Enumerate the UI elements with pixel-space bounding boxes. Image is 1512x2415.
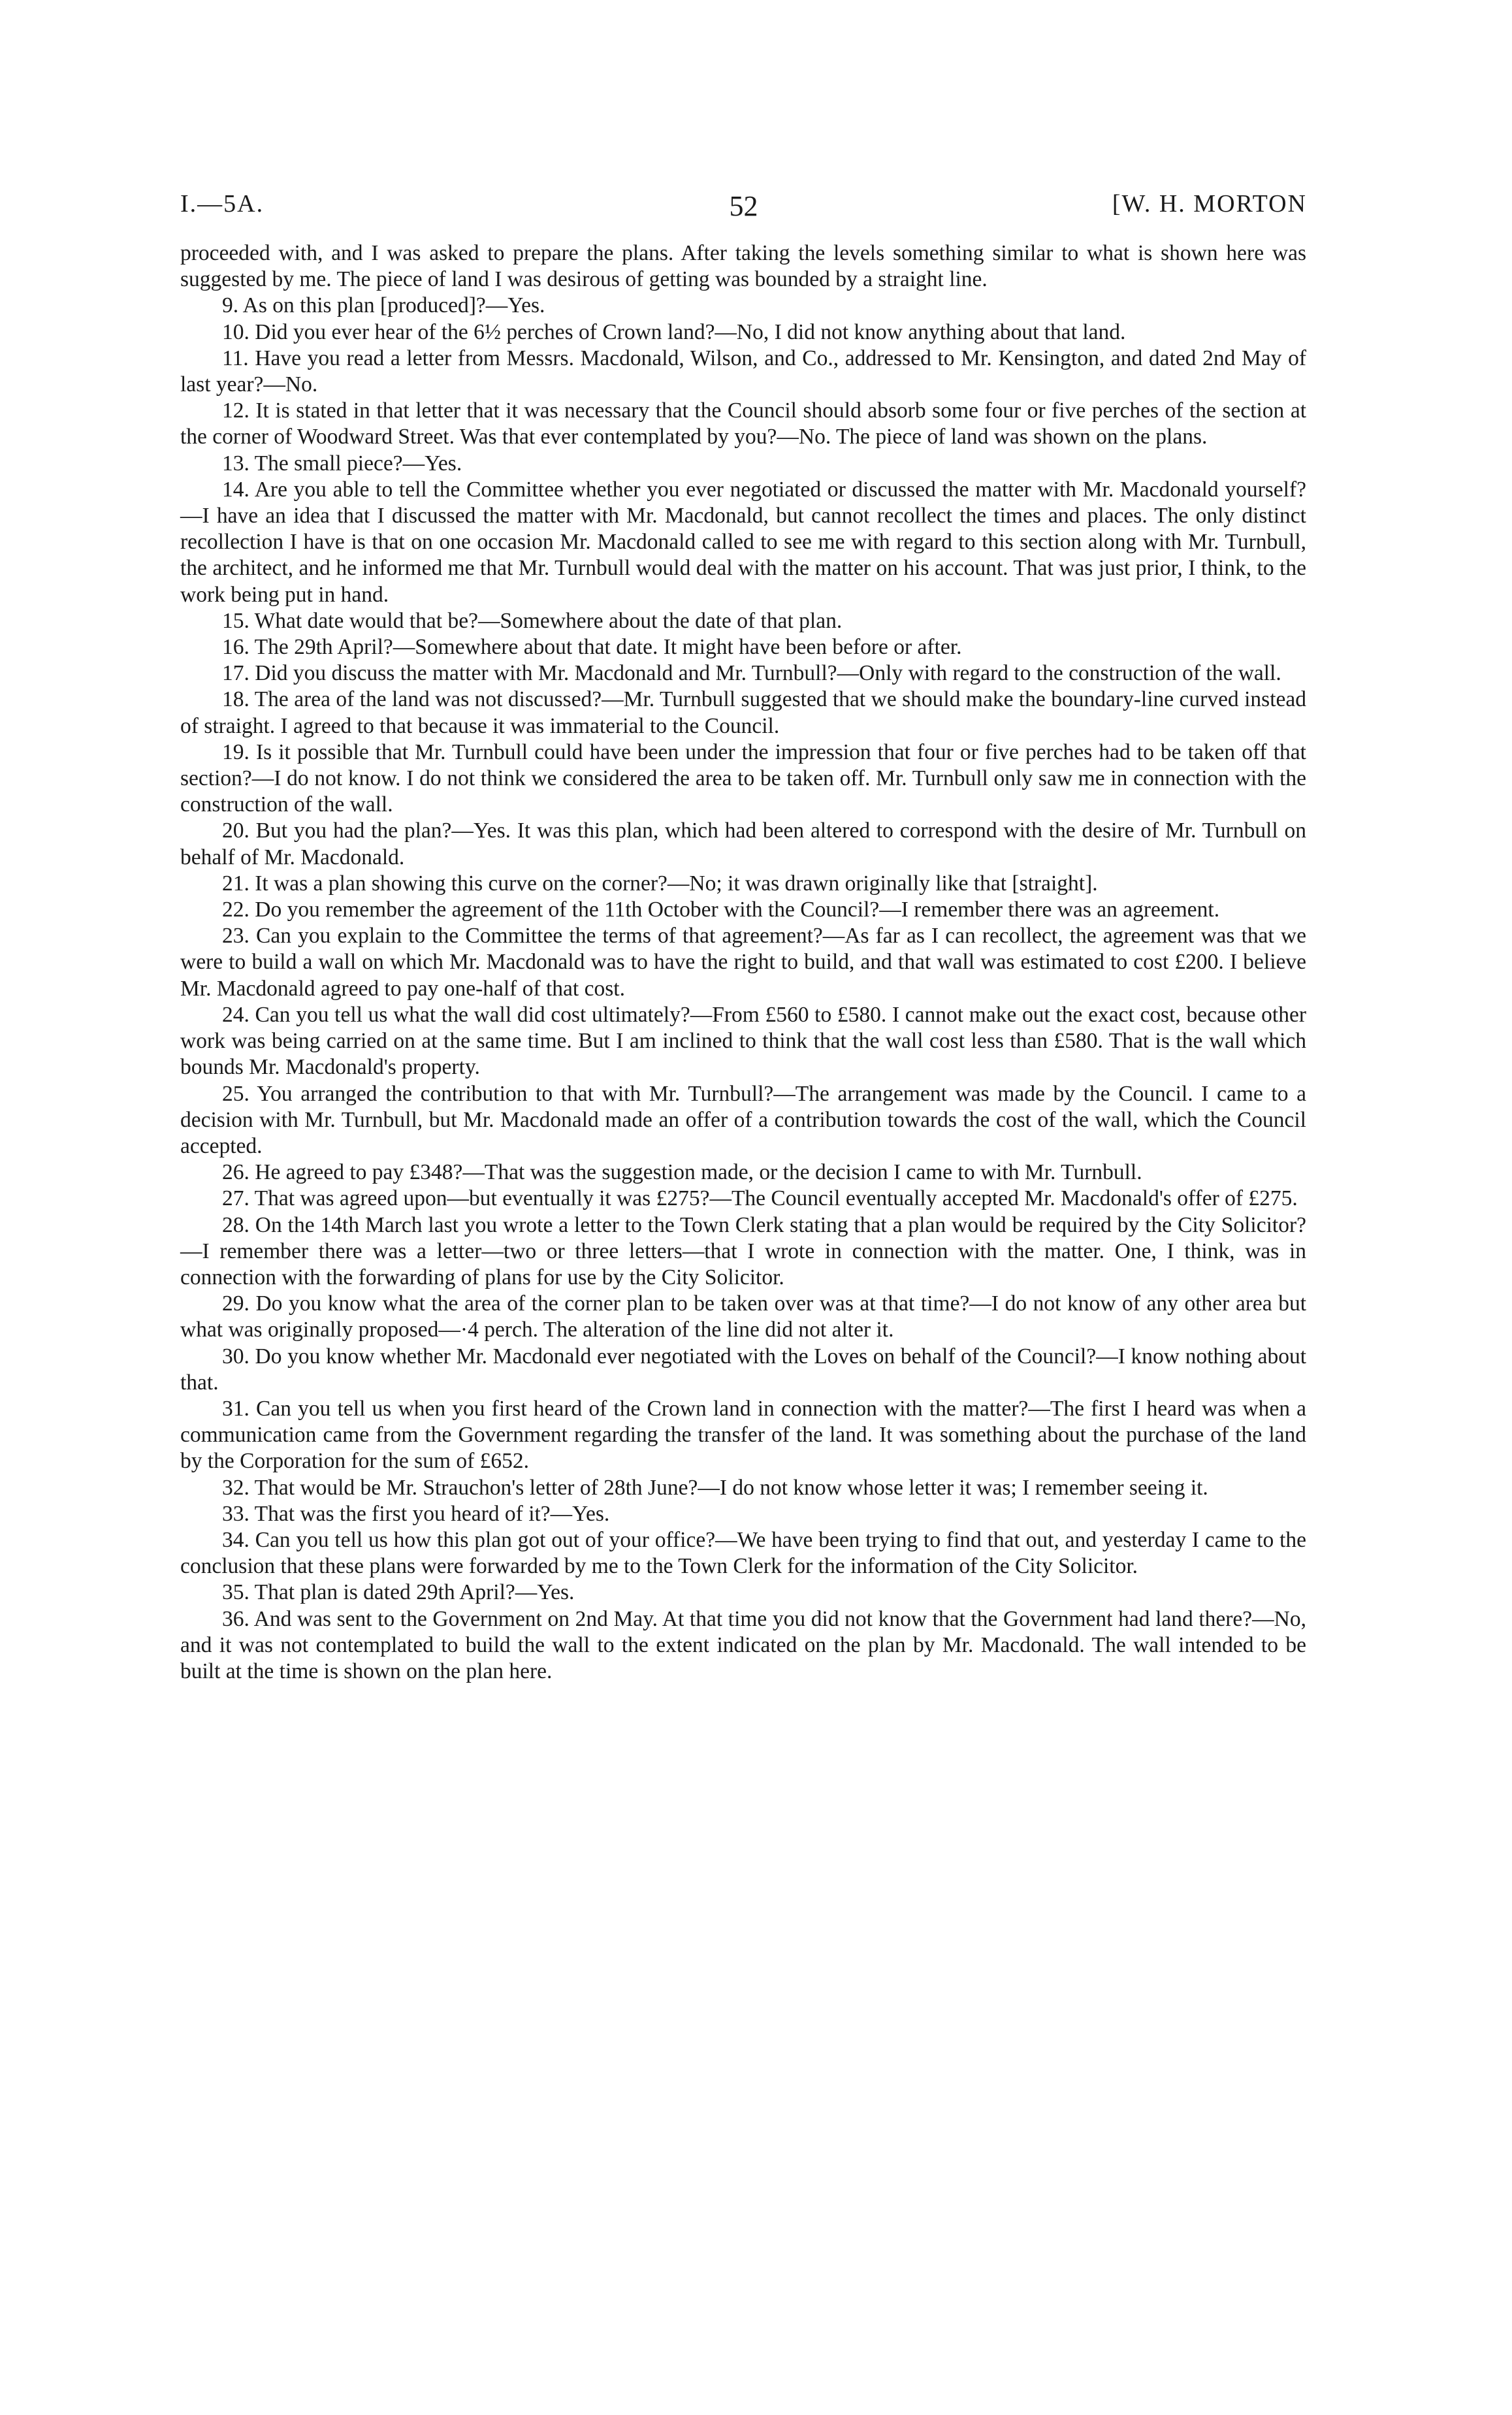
paper-reference: I.—5A. (180, 190, 265, 218)
question-answer-paragraph: 36. And was sent to the Government on 2nd May. At that time you did not know that the Government had land there?—No, and it was not contemplated to build the wall to the extent indicated on the plan by Mr. Macdonald. The wall intended to be built at the time is shown on the plan here. (180, 1606, 1306, 1683)
question-answer-paragraph: 9. As on this plan [produced]?—Yes. (222, 293, 545, 318)
question-answer-paragraph: 32. That would be Mr. Strauchon's letter of 28th June?—I do not know whose letter it was; I remember seeing it. (222, 1475, 1208, 1500)
question-answer-paragraph: 29. Do you know what the area of the corner plan to be taken over was at that time?—I do not know of any other area but what was originally proposed—·4 perch. The alteration of the line did not alter it. (180, 1291, 1306, 1342)
question-answer-paragraph: 23. Can you explain to the Committee the terms of that agreement?—As far as I can recollect, the agreement was that we were to build a wall on which Mr. Macdonald was to have the right to build, and that wall was estimated to cost £200. I believe Mr. Macdonald agreed to pay one-half of that cost. (180, 924, 1306, 1001)
question-answer-paragraph: 34. Can you tell us how this plan got out of your office?—We have been trying to find that out, and yesterday I came to the conclusion that these plans were forwarded by me to the Town Clerk for the information of the City Solicitor. (180, 1527, 1306, 1579)
witness-name: [W. H. MORTON (1112, 190, 1307, 218)
page-header (180, 189, 1307, 229)
question-answer-paragraph: 27. That was agreed upon—but eventually it was £275?—The Council eventually accepted Mr. Macdonald's offer of £275. (222, 1186, 1298, 1211)
question-answer-paragraph: 24. Can you tell us what the wall did cost ultimately?—From £560 to £580. I cannot make out the exact cost, because other work was being carried on at the same time. But I am inclined to think that the wall cost less than £580. That is the wall which bounds Mr. Macdonald's property. (180, 1002, 1306, 1080)
question-answer-paragraph: 13. The small piece?—Yes. (222, 451, 462, 476)
continued-paragraph: proceeded with, and I was asked to prepare the plans. After taking the levels something similar to what is shown here was suggested by me. The piece of land I was desirous of getting was bounded by a straight line. (180, 241, 1306, 292)
question-answer-paragraph: 17. Did you discuss the matter with Mr. Macdonald and Mr. Turnbull?—Only with regard to the construction of the wall. (222, 661, 1281, 686)
question-answer-paragraph: 26. He agreed to pay £348?—That was the suggestion made, or the decision I came to with Mr. Turnbull. (222, 1160, 1142, 1185)
question-answer-paragraph: 14. Are you able to tell the Committee whether you ever negotiated or discussed the matter with Mr. Macdonald yourself?—I have an idea that I discussed the matter with Mr. Macdonald, but cannot recollect the times and places. The only distinct recollection I have is that on one occasion Mr. Macdonald called to see me with regard to this section along with Mr. Turnbull, the architect, and he informed me that Mr. Turnbull would deal with the matter on his account. That was just prior, I think, to the work being put in hand. (180, 477, 1306, 607)
question-answer-paragraph: 10. Did you ever hear of the 6½ perches of Crown land?—No, I did not know anything about that land. (222, 319, 1126, 344)
question-answer-paragraph: 20. But you had the plan?—Yes. It was this plan, which had been altered to correspond with the desire of Mr. Turnbull on behalf of Mr. Macdonald. (180, 819, 1306, 869)
question-answer-paragraph: 11. Have you read a letter from Messrs. Macdonald, Wilson, and Co., addressed to Mr. Kensington, and dated 2nd May of last year?—No. (180, 346, 1306, 397)
question-answer-paragraph: 25. You arranged the contribution to that with Mr. Turnbull?—The arrangement was made by the Council. I came to a decision with Mr. Turnbull, but Mr. Macdonald made an offer of a contribution towards the cost of the wall, which the Council accepted. (180, 1081, 1306, 1158)
question-answer-paragraph: 12. It is stated in that letter that it was necessary that the Council should absorb some four or five perches of the section at the corner of Woodward Street. Was that ever contemplated by you?—No. The piece of land was shown on the plans. (180, 398, 1306, 449)
question-answer-paragraph: 18. The area of the land was not discussed?—Mr. Turnbull suggested that we should make the boundary-line curved instead of straight. I agreed to that because it was immaterial to the Council. (180, 687, 1306, 738)
evidence-body (180, 240, 1306, 1685)
question-answer-paragraph: 22. Do you remember the agreement of the 11th October with the Council?—I remember there was an agreement. (222, 898, 1220, 922)
question-answer-paragraph: 31. Can you tell us when you first heard of the Crown land in connection with the matter?—The first I heard was when a communication came from the Government regarding the transfer of the land. It was something about the purchase of the land by the Corporation for the sum of £652. (180, 1396, 1306, 1474)
question-answer-paragraph: 28. On the 14th March last you wrote a letter to the Town Clerk stating that a plan would be required by the City Solicitor?—I remember there was a letter—two or three letters—that I wrote in connection with the matter. One, I think, was in connection with the forwarding of plans for use by the City Solicitor. (180, 1212, 1306, 1289)
question-answer-paragraph: 16. The 29th April?—Somewhere about that date. It might have been before or after. (222, 635, 962, 660)
question-answer-paragraph: 30. Do you know whether Mr. Macdonald ever negotiated with the Loves on behalf of the Council?—I know nothing about that. (180, 1344, 1306, 1395)
question-answer-paragraph: 15. What date would that be?—Somewhere about the date of that plan. (222, 608, 843, 633)
question-answer-paragraph: 21. It was a plan showing this curve on the corner?—No; it was drawn originally like that [straight]. (222, 871, 1098, 896)
question-answer-paragraph: 35. That plan is dated 29th April?—Yes. (222, 1580, 575, 1605)
question-answer-paragraph: 33. That was the first you heard of it?—Yes. (222, 1501, 610, 1526)
page-number: 52 (729, 190, 758, 222)
question-answer-paragraph: 19. Is it possible that Mr. Turnbull could have been under the impression that four or five perches had to be taken off that section?—I do not know. I do not think we considered the area to be taken off. Mr. Turnbull only saw me in connection with the construction of the wall. (180, 739, 1306, 817)
